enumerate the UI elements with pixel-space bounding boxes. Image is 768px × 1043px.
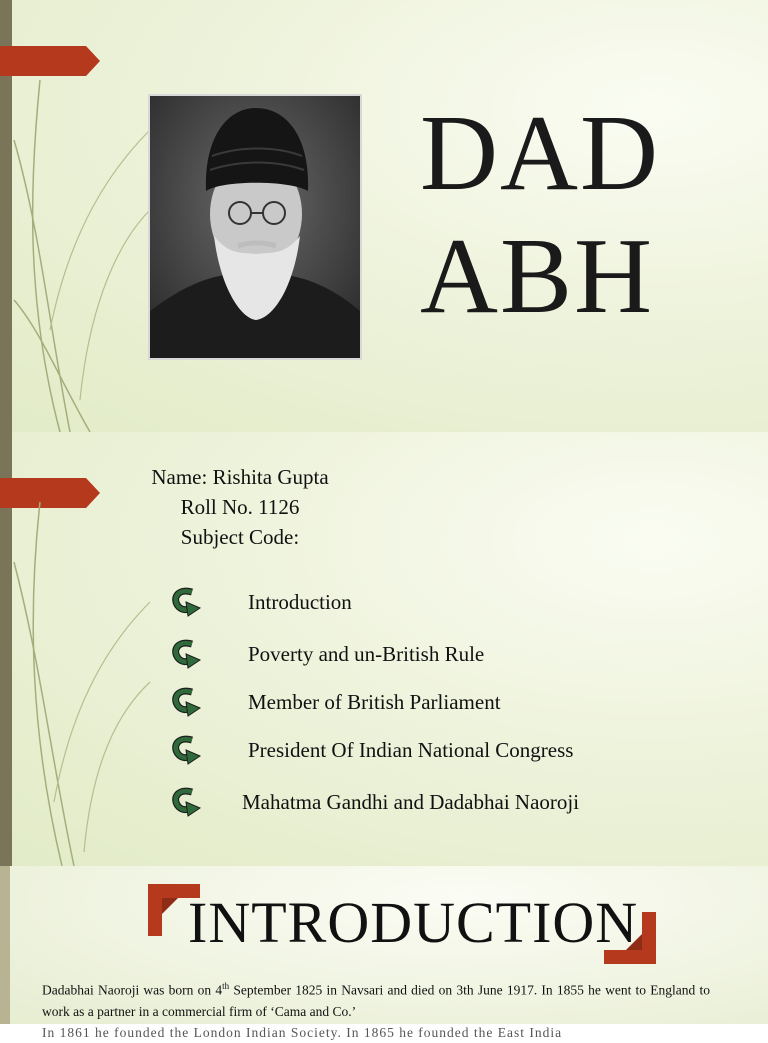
author-info — [0, 462, 480, 552]
title-line: ABH — [420, 217, 655, 336]
decorative-stems — [0, 0, 160, 432]
intro-paragraph — [42, 976, 710, 1043]
curved-arrow-icon — [168, 584, 204, 620]
roll-number: Roll No. 1126 — [180, 495, 300, 519]
para-superscript: th — [222, 981, 230, 991]
portrait-photo — [148, 94, 362, 360]
para-cut-line: In 1861 he founded the London Indian Society. In 1865 he founded the East India — [42, 1024, 563, 1040]
curved-arrow-icon — [168, 684, 204, 720]
curved-arrow-icon — [168, 732, 204, 768]
list-item — [168, 730, 574, 770]
list-item — [168, 682, 501, 722]
list-item-label: President Of Indian National Congress — [248, 737, 574, 762]
curved-arrow-icon — [168, 784, 204, 820]
para-text: September 1825 in Navsari and died on 3th June 1917. In 1855 he went to England to work as a partner in a commercial firm of ‘Cama and Co.’ — [42, 982, 710, 1019]
list-item-label: Poverty and un-British Rule — [248, 641, 485, 666]
author-name: Name: Rishita Gupta — [151, 465, 329, 489]
title-line: DAD — [420, 94, 660, 213]
slide-agenda — [0, 432, 768, 866]
section-title: INTRODUCTION — [188, 890, 639, 955]
list-item — [168, 634, 485, 674]
list-item-label: Mahatma Gandhi and Dadabhai Naoroji — [242, 789, 580, 814]
slide-introduction — [0, 866, 768, 1040]
curved-arrow-icon — [168, 636, 204, 672]
list-item-label: Member of British Parliament — [248, 689, 501, 714]
para-text: Dadabhai Naoroji was born on 4 — [42, 982, 223, 998]
list-item — [168, 782, 580, 822]
slide-edge-strip — [0, 866, 10, 1024]
list-item-label: Introduction — [248, 589, 352, 614]
slide-title — [0, 0, 768, 432]
slide-main-title — [420, 92, 740, 338]
list-item — [168, 582, 352, 622]
subject-code: Subject Code: — [180, 525, 300, 549]
